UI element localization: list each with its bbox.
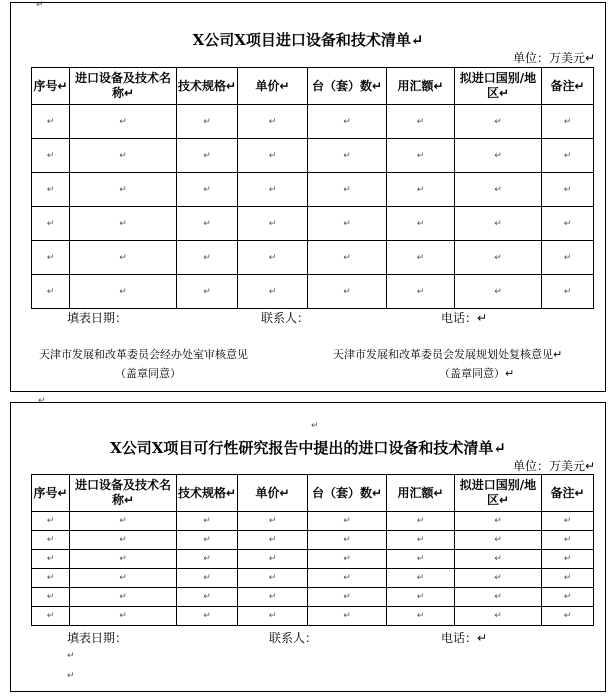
table-row [32, 241, 594, 275]
header-remarks: 备注↵ [542, 68, 594, 105]
form-title: X公司X项目进口设备和技术清单↵ [192, 31, 424, 49]
table-cell[interactable]: ↵ [70, 105, 177, 139]
table-cell[interactable]: ↵ [387, 173, 455, 207]
table-cell[interactable]: ↵ [308, 531, 387, 550]
table-cell[interactable]: ↵ [177, 569, 238, 588]
table-cell[interactable]: ↵ [542, 207, 594, 241]
table-cell[interactable]: ↵ [177, 512, 238, 531]
table-row [32, 105, 594, 139]
table-row [32, 207, 594, 241]
table-cell[interactable]: ↵ [70, 607, 177, 626]
table-cell[interactable]: ↵ [177, 241, 238, 275]
table-cell[interactable]: ↵ [308, 173, 387, 207]
table-cell[interactable]: ↵ [32, 139, 70, 173]
header-spec: 技术规格↵ [177, 475, 238, 512]
table-cell[interactable]: ↵ [32, 173, 70, 207]
table-cell[interactable]: ↵ [70, 531, 177, 550]
table-row [32, 550, 594, 569]
table-cell[interactable]: ↵ [32, 241, 70, 275]
header-quantity: 台（套）数↵ [308, 475, 387, 512]
table-cell[interactable]: ↵ [542, 588, 594, 607]
form-title: X公司X项目可行性研究报告中提出的进口设备和技术清单↵ [110, 439, 506, 457]
table-cell[interactable]: ↵ [455, 275, 542, 309]
equipment-table [31, 474, 594, 626]
phone-label: 电话：↵ [441, 311, 488, 325]
contact-label: 联系人： [269, 631, 318, 645]
table-cell[interactable]: ↵ [542, 531, 594, 550]
header-forex-amount: 用汇额↵ [387, 68, 455, 105]
header-remarks: 备注↵ [542, 475, 594, 512]
header-name: 进口设备及技术名称↵ [70, 68, 177, 105]
table-cell[interactable]: ↵ [542, 512, 594, 531]
table-cell[interactable]: ↵ [542, 105, 594, 139]
table-cell[interactable]: ↵ [70, 275, 177, 309]
paragraph-mark-icon: ↵ [67, 651, 75, 661]
table-row [32, 139, 594, 173]
header-spec: 技术规格↵ [177, 68, 238, 105]
table-cell[interactable]: ↵ [308, 607, 387, 626]
import-list-form [10, 2, 606, 392]
header-index: 序号↵ [32, 475, 70, 512]
paragraph-mark-icon: ↵ [36, 0, 44, 10]
table-body [32, 512, 594, 626]
table-cell[interactable]: ↵ [70, 550, 177, 569]
table-cell[interactable]: ↵ [455, 550, 542, 569]
header-row [32, 475, 594, 512]
table-cell[interactable]: ↵ [387, 241, 455, 275]
table-row [32, 173, 594, 207]
table-row [32, 275, 594, 309]
opinion-left-line1: 天津市发展和改革委员会经办处室审核意见 [39, 348, 248, 361]
table-cell[interactable]: ↵ [455, 531, 542, 550]
table-cell[interactable]: ↵ [308, 569, 387, 588]
table-cell[interactable]: ↵ [308, 512, 387, 531]
table-cell[interactable]: ↵ [542, 550, 594, 569]
table-cell[interactable]: ↵ [238, 275, 308, 309]
table-cell[interactable]: ↵ [542, 275, 594, 309]
table-cell[interactable]: ↵ [177, 105, 238, 139]
table-cell[interactable]: ↵ [455, 173, 542, 207]
table-cell[interactable]: ↵ [177, 275, 238, 309]
table-cell[interactable]: ↵ [238, 105, 308, 139]
table-cell[interactable]: ↵ [70, 588, 177, 607]
table-cell[interactable]: ↵ [70, 207, 177, 241]
table-cell[interactable]: ↵ [455, 105, 542, 139]
table-cell[interactable]: ↵ [387, 207, 455, 241]
header-index: 序号↵ [32, 68, 70, 105]
paragraph-mark-icon: ↵ [38, 396, 46, 406]
table-cell[interactable]: ↵ [238, 531, 308, 550]
table-row [32, 607, 594, 626]
table-cell[interactable]: ↵ [455, 588, 542, 607]
table-cell[interactable]: ↵ [177, 173, 238, 207]
opinion-right-line1: 天津市发展和改革委员会发展规划处复核意见↵ [333, 348, 563, 361]
table-cell[interactable]: ↵ [32, 569, 70, 588]
table-cell[interactable]: ↵ [238, 207, 308, 241]
table-cell[interactable]: ↵ [32, 105, 70, 139]
fill-date-label: 填表日期： [67, 311, 128, 325]
table-cell[interactable]: ↵ [238, 588, 308, 607]
table-cell[interactable]: ↵ [70, 139, 177, 173]
table-cell[interactable]: ↵ [32, 207, 70, 241]
table-cell[interactable]: ↵ [455, 139, 542, 173]
table-row [32, 569, 594, 588]
table-cell[interactable]: ↵ [308, 275, 387, 309]
table-cell[interactable]: ↵ [542, 607, 594, 626]
table-cell[interactable]: ↵ [387, 139, 455, 173]
table-cell[interactable]: ↵ [32, 550, 70, 569]
table-cell[interactable]: ↵ [387, 275, 455, 309]
table-cell[interactable]: ↵ [542, 139, 594, 173]
unit-label: 单位：万美元↵ [512, 51, 595, 65]
table-cell[interactable]: ↵ [177, 139, 238, 173]
table-cell[interactable]: ↵ [32, 588, 70, 607]
table-cell[interactable]: ↵ [308, 241, 387, 275]
table-cell[interactable]: ↵ [32, 607, 70, 626]
table-cell[interactable]: ↵ [308, 139, 387, 173]
table-cell[interactable]: ↵ [238, 607, 308, 626]
table-cell[interactable]: ↵ [455, 607, 542, 626]
opinion-left-line2: （盖章同意） [115, 367, 181, 380]
paragraph-mark-icon: ↵ [67, 671, 75, 681]
phone-label: 电话：↵ [441, 631, 488, 645]
header-origin-country: 拟进口国别/地区↵ [455, 68, 542, 105]
header-forex-amount: 用汇额↵ [387, 475, 455, 512]
table-cell[interactable]: ↵ [70, 569, 177, 588]
header-unit-price: 单价↵ [238, 475, 308, 512]
table-cell[interactable]: ↵ [387, 607, 455, 626]
table-cell[interactable]: ↵ [308, 105, 387, 139]
table-cell[interactable]: ↵ [308, 588, 387, 607]
table-cell[interactable]: ↵ [387, 550, 455, 569]
contact-label: 联系人： [261, 311, 310, 325]
table-cell[interactable]: ↵ [387, 105, 455, 139]
table-cell[interactable]: ↵ [32, 531, 70, 550]
header-origin-country: 拟进口国别/地区↵ [455, 475, 542, 512]
table-body [32, 105, 594, 309]
table-cell[interactable]: ↵ [455, 569, 542, 588]
table-cell[interactable]: ↵ [387, 512, 455, 531]
table-cell[interactable]: ↵ [238, 173, 308, 207]
paragraph-mark-icon: ↵ [311, 421, 319, 431]
table-cell[interactable]: ↵ [238, 512, 308, 531]
header-name: 进口设备及技术名称↵ [70, 475, 177, 512]
table-cell[interactable]: ↵ [177, 207, 238, 241]
table-cell[interactable]: ↵ [455, 512, 542, 531]
header-quantity: 台（套）数↵ [308, 68, 387, 105]
table-cell[interactable]: ↵ [177, 550, 238, 569]
table-cell[interactable]: ↵ [308, 207, 387, 241]
table-cell[interactable]: ↵ [177, 588, 238, 607]
table-cell[interactable]: ↵ [542, 173, 594, 207]
unit-label: 单位：万美元↵ [512, 459, 595, 473]
table-cell[interactable]: ↵ [70, 241, 177, 275]
opinion-right-line2: （盖章同意）↵ [439, 367, 515, 380]
header-unit-price: 单价↵ [238, 68, 308, 105]
table-cell[interactable]: ↵ [455, 207, 542, 241]
table-cell[interactable]: ↵ [542, 241, 594, 275]
table-cell[interactable]: ↵ [387, 588, 455, 607]
table-cell[interactable]: ↵ [177, 607, 238, 626]
table-cell[interactable]: ↵ [308, 550, 387, 569]
table-row [32, 588, 594, 607]
table-row [32, 512, 594, 531]
equipment-table [31, 67, 594, 309]
feasibility-import-list-form [10, 402, 606, 692]
table-cell[interactable]: ↵ [542, 569, 594, 588]
table-cell[interactable]: ↵ [32, 512, 70, 531]
header-row [32, 68, 594, 105]
table-cell[interactable]: ↵ [32, 275, 70, 309]
table-cell[interactable]: ↵ [238, 550, 308, 569]
table-cell[interactable]: ↵ [238, 569, 308, 588]
table-cell[interactable]: ↵ [70, 512, 177, 531]
table-cell[interactable]: ↵ [177, 531, 238, 550]
table-cell[interactable]: ↵ [238, 241, 308, 275]
table-cell[interactable]: ↵ [387, 569, 455, 588]
fill-date-label: 填表日期： [67, 631, 128, 645]
table-cell[interactable]: ↵ [70, 173, 177, 207]
table-cell[interactable]: ↵ [455, 241, 542, 275]
table-row [32, 531, 594, 550]
table-cell[interactable]: ↵ [238, 139, 308, 173]
table-cell[interactable]: ↵ [387, 531, 455, 550]
